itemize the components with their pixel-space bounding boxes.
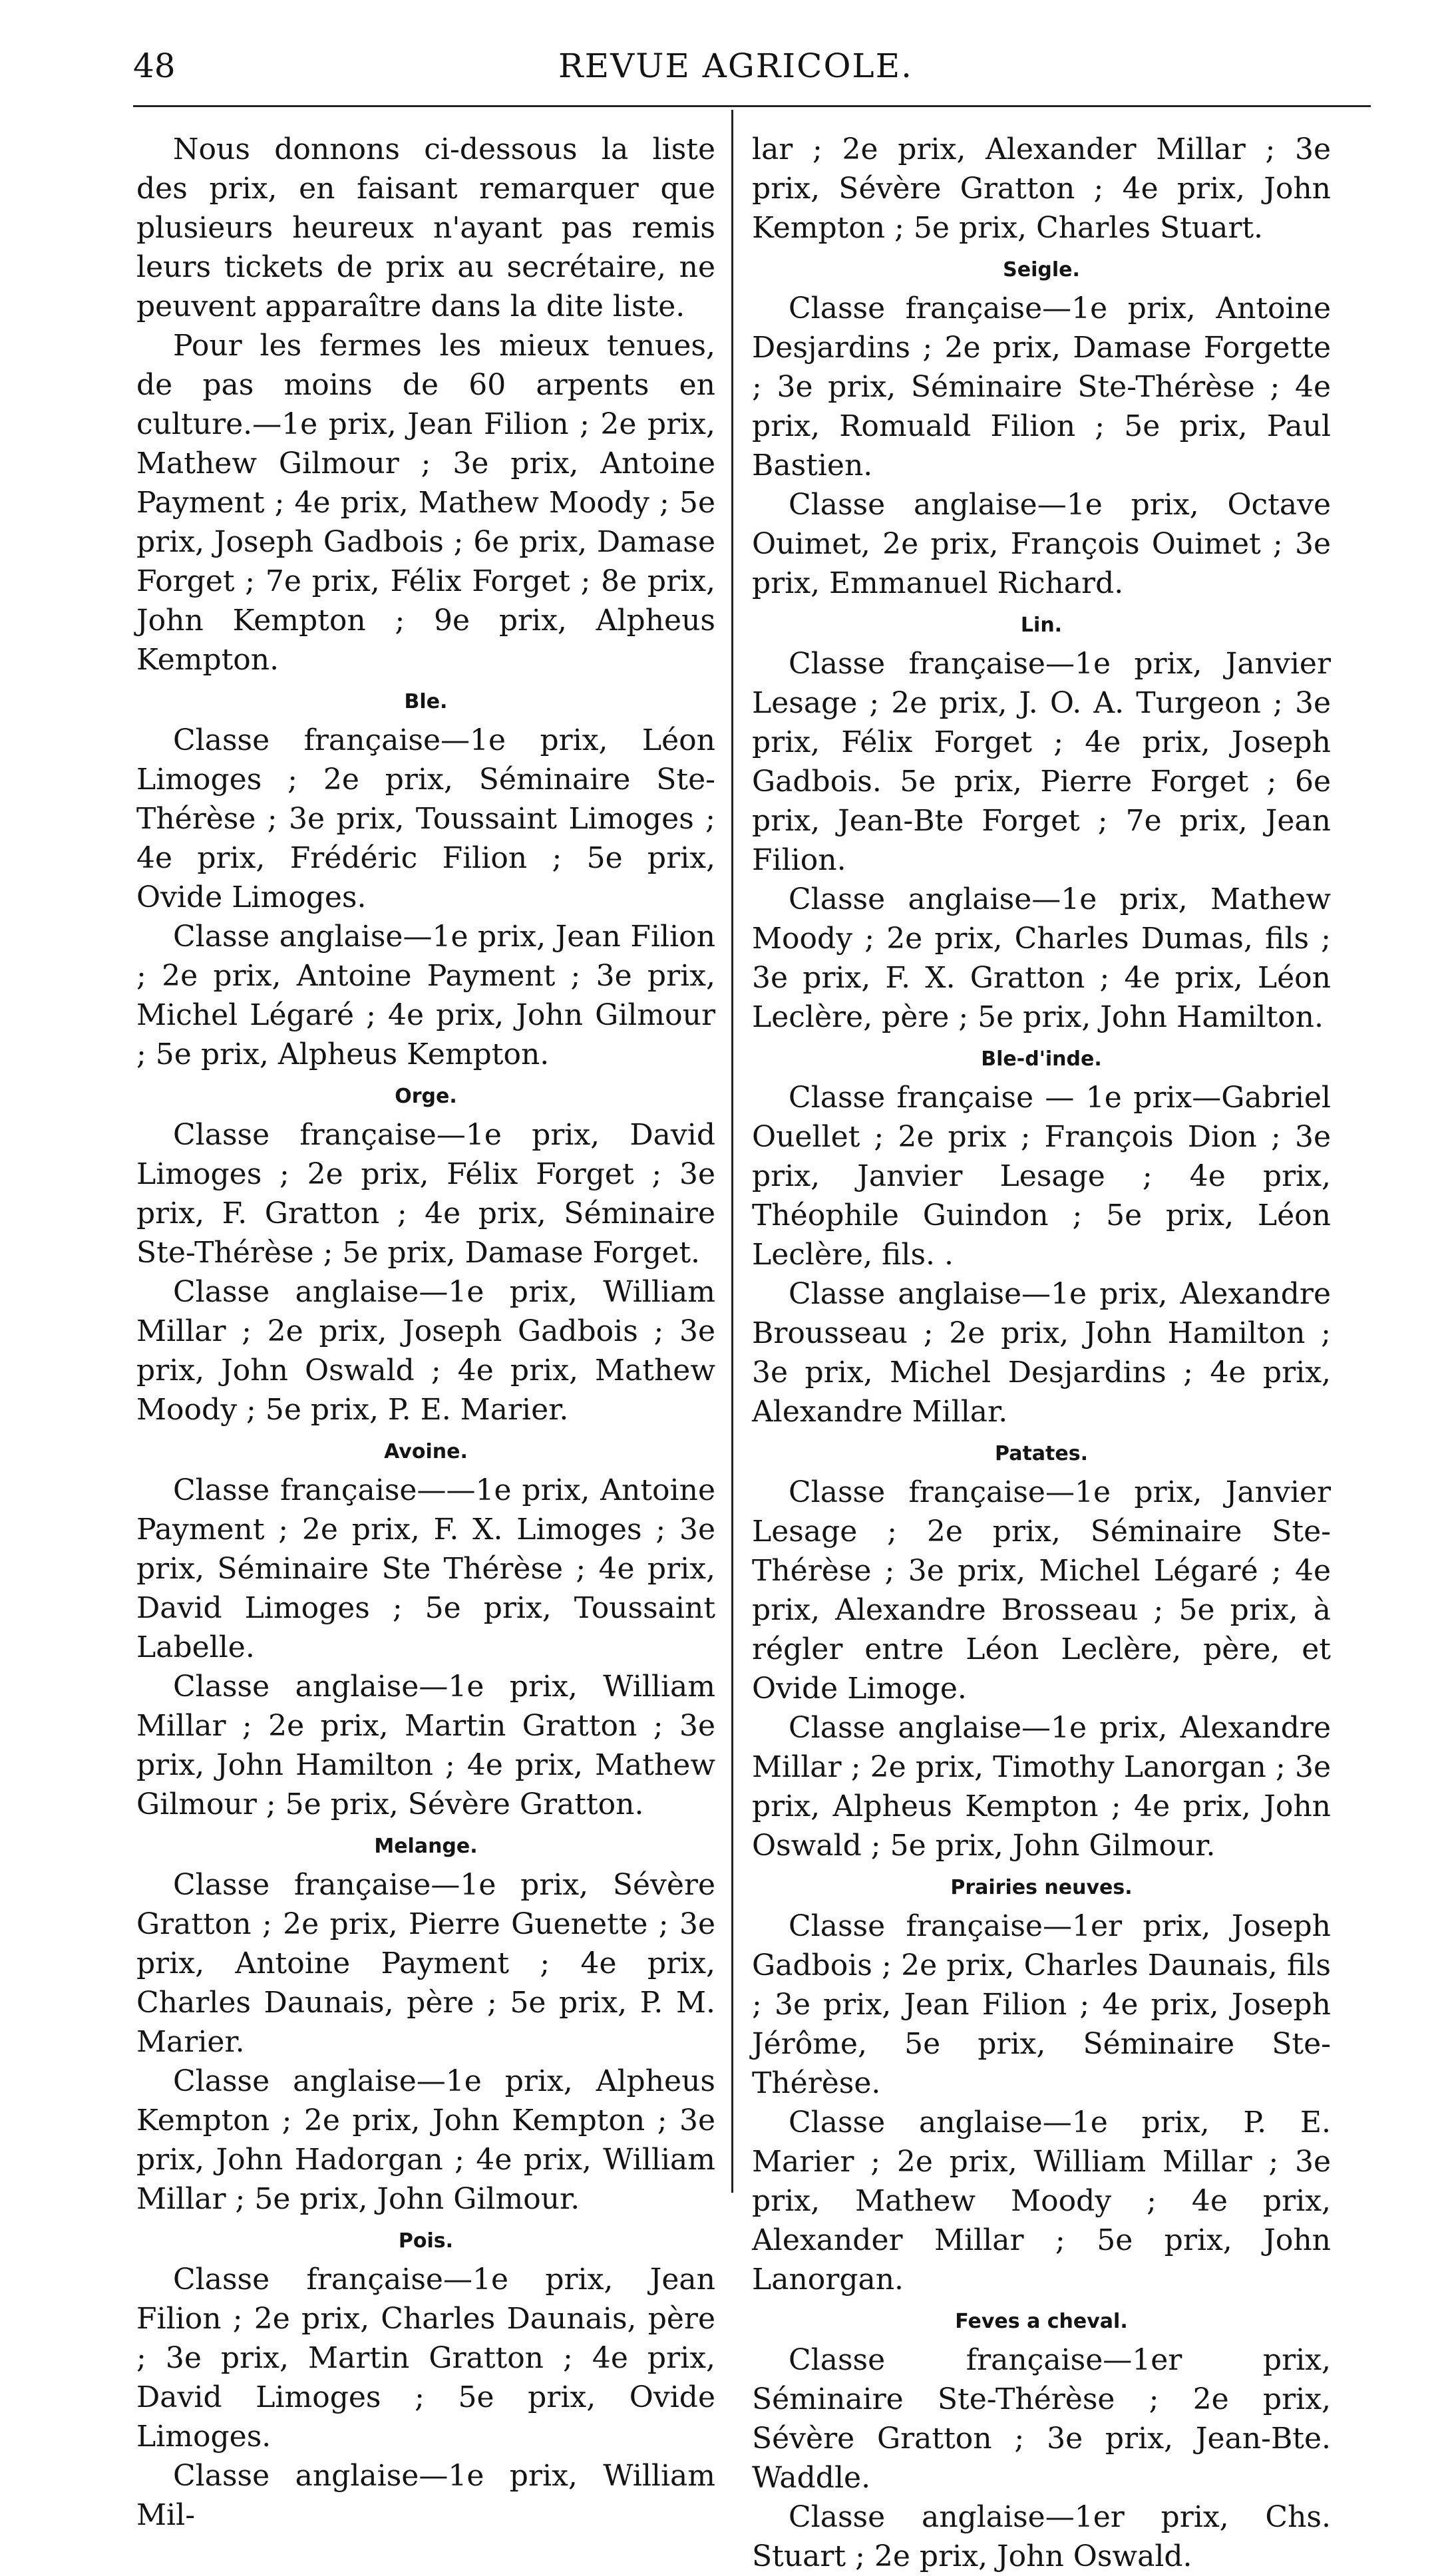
feves-francaise: Classe française—1er prix, Séminaire Ste-Thérèse ; 2e prix, Sévère Gratton ; 3e prix, Jean-Bte. Waddle.	[752, 2343, 1331, 2495]
section-heading-feves: Feves a cheval.	[955, 2310, 1128, 2333]
page-header	[126, 47, 1345, 106]
seigle-anglaise: Classe anglaise—1e prix, Octave Ouimet, 2e prix, François Ouimet ; 3e prix, Emmanuel Richard.	[752, 488, 1331, 600]
prairies-francaise: Classe française—1er prix, Joseph Gadbois ; 2e prix, Charles Daunais, fils ; 3e prix, Jean Filion ; 4e prix, Joseph Jérôme, 5e prix, Séminaire Ste-Thérèse.	[752, 1909, 1331, 2100]
left-column	[136, 130, 715, 2535]
pois-francaise: Classe française—1e prix, Jean Filion ; 2e prix, Charles Daunais, père ; 3e prix, Martin Gratton ; 4e prix, David Limoges ; 5e prix, Ovide Limoges.	[136, 2263, 715, 2454]
page-number: 48	[133, 47, 176, 85]
section-heading-melange: Melange.	[374, 1835, 478, 1858]
melange-anglaise: Classe anglaise—1e prix, Alpheus Kempton ; 2e prix, John Kempton ; 3e prix, John Hadorgan ; 4e prix, William Millar ; 5e prix, John Gilmour.	[136, 2064, 715, 2216]
seigle-francaise: Classe française—1e prix, Antoine Desjardins ; 2e prix, Damase Forgette ; 3e prix, Séminaire Ste-Thérèse ; 4e prix, Romuald Filion ; 5e prix, Paul Bastien.	[752, 291, 1331, 482]
intro-paragraph: Nous donnons ci-dessous la liste des prix, en faisant remarquer que plusieurs heureux n'ayant pas remis leurs tickets de prix au secrétaire, ne peuvent apparaître dans la dite liste.	[136, 132, 715, 323]
section-heading-avoine: Avoine.	[384, 1440, 468, 1463]
section-heading-lin: Lin.	[1020, 614, 1063, 637]
ble-anglaise: Classe anglaise—1e prix, Jean Filion ; 2e prix, Antoine Payment ; 3e prix, Michel Légaré ; 4e prix, John Gilmour ; 5e prix, Alpheus Kempton.	[136, 920, 715, 1071]
avoine-francaise: Classe française——1e prix, Antoine Payment ; 2e prix, F. X. Limoges ; 3e prix, Séminaire Ste Thérèse ; 4e prix, David Limoges ; 5e prix, Toussaint Labelle.	[136, 1473, 715, 1664]
prairies-anglaise: Classe anglaise—1e prix, P. E. Marier ; 2e prix, William Millar ; 3e prix, Mathew Moody ; 4e prix, Alexander Millar ; 5e prix, John Lanorgan.	[752, 2106, 1331, 2297]
ble-dinde-francaise: Classe française — 1e prix—Gabriel Ouellet ; 2e prix ; François Dion ; 3e prix, Janvier Lesage ; 4e prix, Théophile Guindon ; 5e prix, Léon Leclère, fils. .	[752, 1081, 1331, 1272]
right-column	[752, 130, 1331, 2576]
section-heading-ble-dinde: Ble-d'inde.	[981, 1047, 1102, 1071]
melange-francaise: Classe française—1e prix, Sévère Gratton ; 2e prix, Pierre Guenette ; 3e prix, Antoine Payment ; 4e prix, Charles Daunais, père ; 5e prix, P. M. Marier.	[136, 1868, 715, 2059]
section-heading-pois: Pois.	[398, 2229, 454, 2253]
ble-dinde-anglaise: Classe anglaise—1e prix, Alexandre Brousseau ; 2e prix, John Hamilton ; 3e prix, Michel Desjardins ; 4e prix, Alexandre Millar.	[752, 1277, 1331, 1429]
orge-francaise: Classe française—1e prix, David Limoges ; 2e prix, Félix Forget ; 3e prix, F. Gratton ; 4e prix, Séminaire Ste-Thérèse ; 5e prix, Damase Forget.	[136, 1118, 715, 1270]
pois-anglaise: Classe anglaise—1e prix, William Mil-	[136, 2459, 715, 2532]
section-heading-prairies: Prairies neuves.	[950, 1876, 1133, 1899]
header-rule	[133, 105, 1371, 107]
lin-anglaise: Classe anglaise—1e prix, Mathew Moody ; 2e prix, Charles Dumas, fils ; 3e prix, F. X. Gratton ; 4e prix, Léon Leclère, père ; 5e prix, John Hamilton.	[752, 882, 1331, 1034]
farms-paragraph: Pour les fermes les mieux tenues, de pas moins de 60 arpents en culture.—1e prix, Jean Filion ; 2e prix, Mathew Gilmour ; 3e prix, Antoine Payment ; 4e prix, Mathew Moody ; 5e prix, Joseph Gadbois ; 6e prix, Damase Forget ; 7e prix, Félix Forget ; 8e prix, John Kempton ; 9e prix, Alpheus Kempton.	[136, 329, 715, 677]
section-heading-orge: Orge.	[395, 1085, 457, 1108]
section-heading-ble: Ble.	[404, 690, 448, 713]
orge-anglaise: Classe anglaise—1e prix, William Millar ; 2e prix, Joseph Gadbois ; 3e prix, John Oswald ; 4e prix, Mathew Moody ; 5e prix, P. E. Marier.	[136, 1275, 715, 1427]
column-divider	[731, 110, 733, 2193]
continuation-paragraph: lar ; 2e prix, Alexander Millar ; 3e prix, Sévère Gratton ; 4e prix, John Kempton ; 5e prix, Charles Stuart.	[752, 132, 1331, 245]
running-title: REVUE AGRICOLE.	[558, 47, 914, 85]
ble-francaise: Classe française—1e prix, Léon Limoges ; 2e prix, Séminaire Ste-Thérèse ; 3e prix, Toussaint Limoges ; 4e prix, Frédéric Filion ; 5e prix, Ovide Limoges.	[136, 723, 715, 914]
patates-anglaise: Classe anglaise—1e prix, Alexandre Millar ; 2e prix, Timothy Lanorgan ; 3e prix, Alpheus Kempton ; 4e prix, John Oswald ; 5e prix, John Gilmour.	[752, 1711, 1331, 1863]
section-heading-seigle: Seigle.	[1003, 258, 1080, 281]
feves-anglaise: Classe anglaise—1er prix, Chs. Stuart ; 2e prix, John Oswald.	[752, 2500, 1331, 2573]
lin-francaise: Classe française—1e prix, Janvier Lesage ; 2e prix, J. O. A. Turgeon ; 3e prix, Félix Forget ; 4e prix, Joseph Gadbois. 5e prix, Pierre Forget ; 6e prix, Jean-Bte Forget ; 7e prix, Jean Filion.	[752, 647, 1331, 877]
section-heading-patates: Patates.	[995, 1442, 1088, 1465]
avoine-anglaise: Classe anglaise—1e prix, William Millar ; 2e prix, Martin Gratton ; 3e prix, John Hamilton ; 4e prix, Mathew Gilmour ; 5e prix, Sévère Gratton.	[136, 1670, 715, 1821]
patates-francaise: Classe française—1e prix, Janvier Lesage ; 2e prix, Séminaire Ste-Thérèse ; 3e prix, Michel Légaré ; 4e prix, Alexandre Brosseau ; 5e prix, à régler entre Léon Leclère, père, et Ovide Limoge.	[752, 1475, 1331, 1706]
